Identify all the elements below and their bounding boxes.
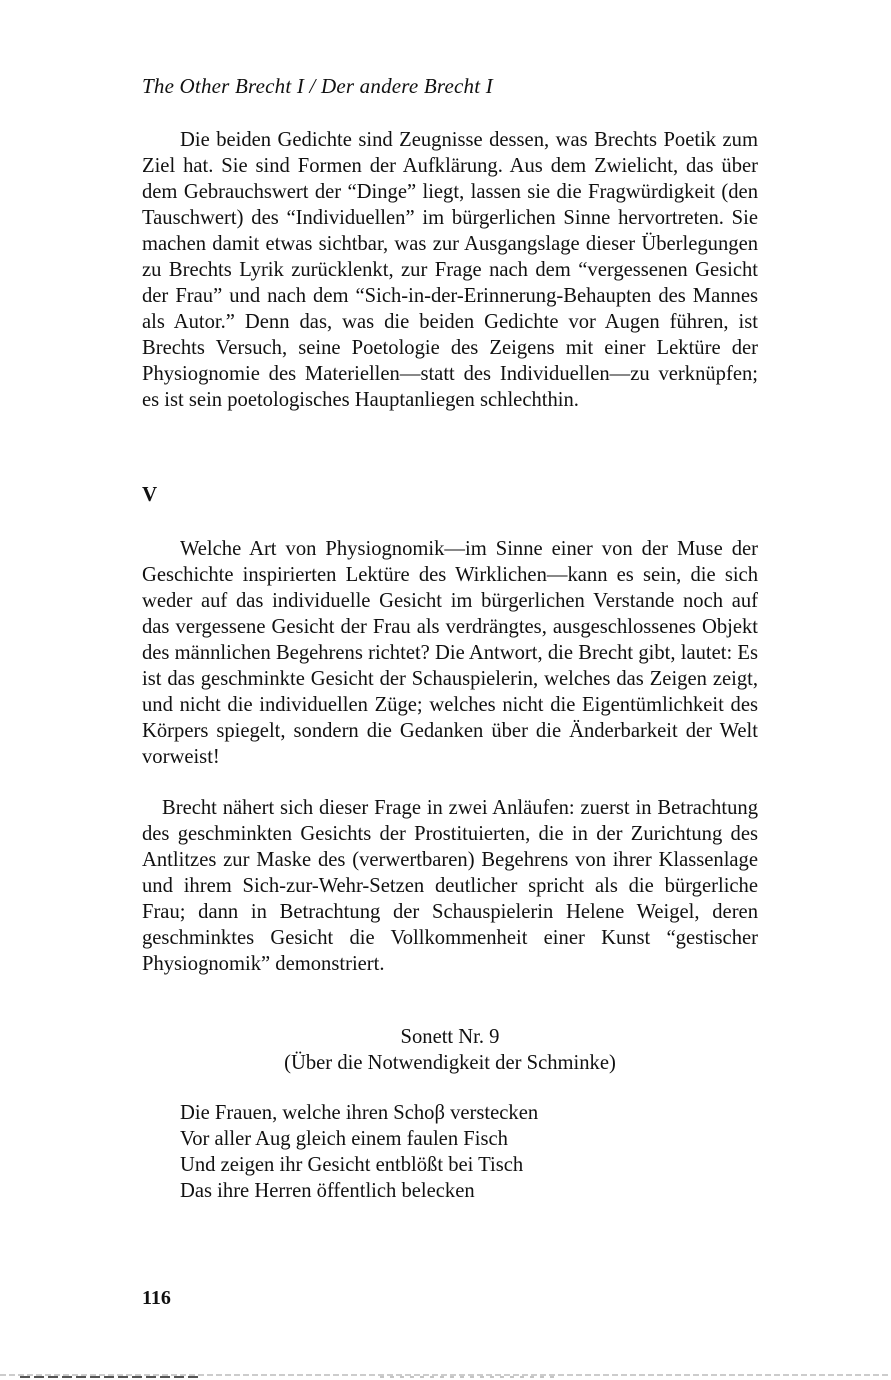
poem-line: Die Frauen, welche ihren Schoβ verstecken [180, 1102, 539, 1124]
scan-edge-mark [0, 1372, 891, 1380]
poem-line: Und zeigen ihr Gesicht entblößt bei Tisch [180, 1154, 524, 1176]
section-heading: V [142, 482, 158, 506]
poem-title: Sonett Nr. 9 [400, 1026, 500, 1048]
poem-subtitle: (Über die Notwendigkeit der Schminke) [284, 1052, 616, 1074]
running-head: The Other Brecht I / Der andere Brecht I [142, 74, 493, 98]
poem-stanza [180, 1100, 538, 1204]
poem-line: Vor aller Aug gleich einem faulen Fisch [180, 1128, 508, 1150]
page-number: 116 [142, 1287, 171, 1309]
body-paragraph: Die beiden Gedichte sind Zeugnisse dessen, was Brechts Poetik zum Ziel hat. Sie sind Formen der Aufklärung. Aus dem Zwielicht, das über dem Gebrauchswert der “Dinge” liegt, lassen sie die Fragwürdigkeit (den Tauschwert) des “Individuellen” im bürgerlichen Sinne hervortreten. Sie machen damit etwas sichtbar, was zur Ausgangslage dieser Überlegungen zu Brechts Lyrik zurücklenkt, zur Frage nach dem “vergessenen Gesicht der Frau” und nach dem “Sich-in-der-Erinnerung-Behaupten des Mannes als Autor.” Denn das, was die beiden Gedichte vor Augen führen, ist Brechts Versuch, seine Poetologie des Zeigens mit einer Lektüre der Physiognomie des Materiellen—statt des Individuellen—zu verknüpfen; es ist sein poetologisches Hauptanliegen schlechthin. [142, 129, 758, 411]
poem-line: Das ihre Herren öffentlich belecken [180, 1180, 475, 1202]
body-paragraph: Welche Art von Physiognomik—im Sinne einer von der Muse der Geschichte inspirierten Lektüre des Wirklichen—kann es sein, die sich weder auf das individuelle Gesicht im bürgerlichen Verstande noch auf das vergessene Gesicht der Frau als verdrängtes, ausgeschlossenes Objekt des männlichen Begehrens richtet? Die Antwort, die Brecht gibt, lautet: Es ist das geschminkte Gesicht der Schauspielerin, welches das Zeigen zeigt, und nicht die individuellen Züge; welches nicht die Eigentümlichkeit des Körpers spiegelt, sondern die Gedanken über die Änderbarkeit der Welt vorweist! [142, 538, 758, 768]
body-paragraph: Brecht nähert sich dieser Frage in zwei Anläufen: zuerst in Betrachtung des geschminkten Gesichts der Prostituierten, die in der Zurichtung des Antlitzes zur Maske des (verwertbaren) Begehrens von ihrer Klassenlage und ihrem Sich-zur-Wehr-Setzen deutlicher spricht als die bürgerliche Frau; dann in Betrachtung der Schauspielerin Helene Weigel, deren geschminktes Gesicht die Vollkommenheit einer Kunst “gestischer Physiognomik” demonstriert. [142, 797, 758, 975]
